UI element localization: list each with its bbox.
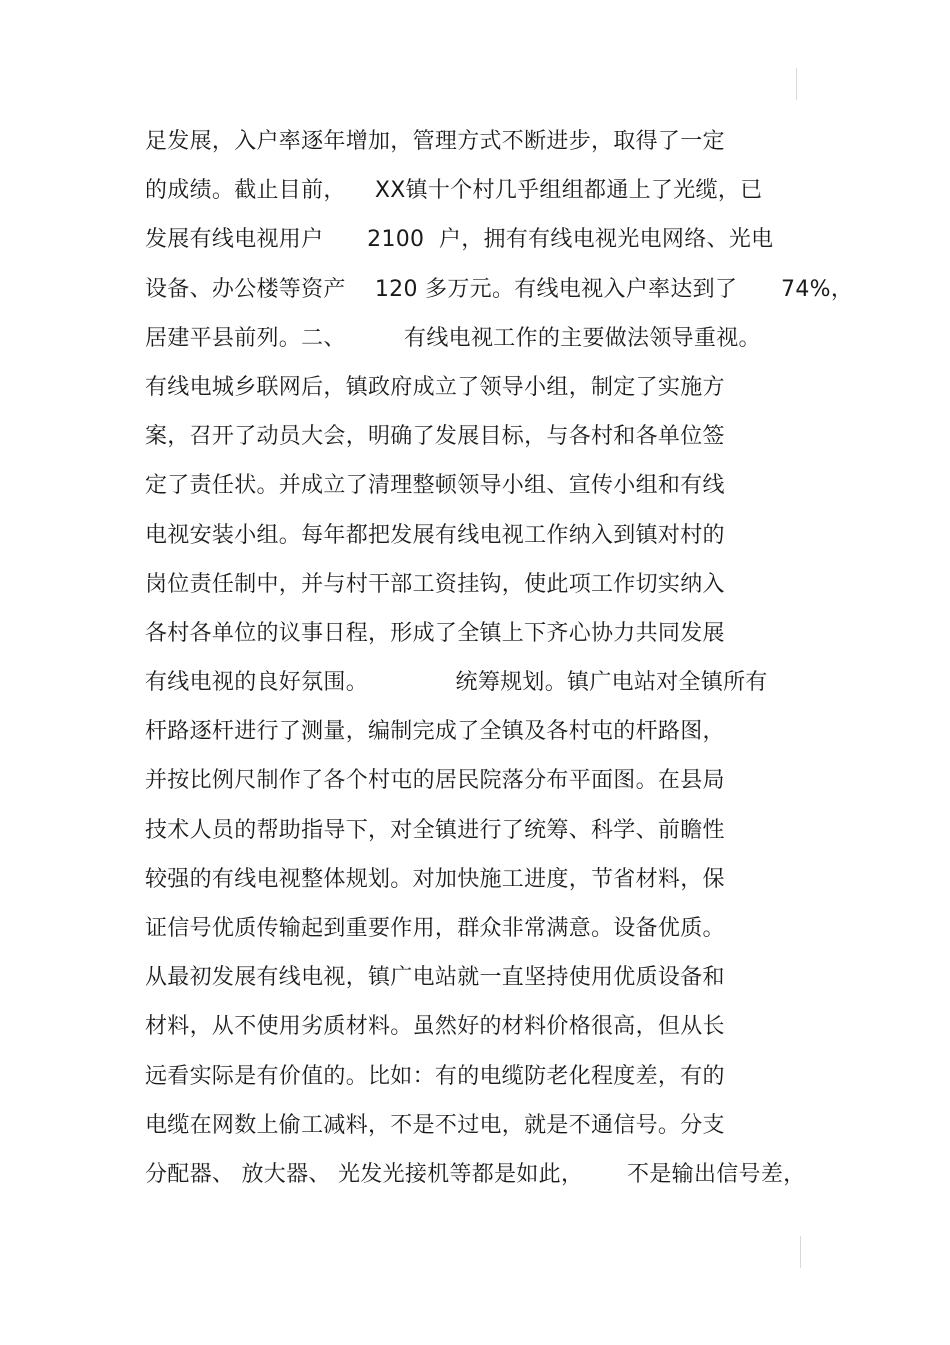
text-line-5: 居建平县前列。二、 有线电视工作的主要做法领导重视。 <box>145 325 761 351</box>
text-line-15: 技术人员的帮助指导下，对全镇进行了统筹、科学、前瞻性 <box>145 817 725 843</box>
text-line-2: 的成绩。截止目前， XX镇十个村几乎组组都通上了光缆，已 <box>145 178 763 204</box>
text-line-17: 证信号优质传输起到重要作用，群众非常满意。设备优质。 <box>145 916 725 941</box>
document-body <box>145 122 854 1204</box>
text-line-20: 远看实际是有价值的。比如：有的电缆防老化程度差，有的 <box>145 1063 725 1089</box>
text-line-1: 足发展，入户率逐年增加，管理方式不断进步，取得了一定 <box>145 129 725 154</box>
text-line-22: 分配器、 放大器、 光发光接机等都是如此， 不是输出信号差， <box>145 1161 806 1187</box>
text-line-16: 较强的有线电视整体规划。对加快施工进度，节省材料，保 <box>145 866 725 892</box>
text-line-13: 杆路逐杆进行了测量，编制完成了全镇及各村屯的杆路图， <box>145 719 725 745</box>
text-line-3: 发展有线电视用户 2100 户，拥有有线电视光电网络、光电 <box>145 227 774 253</box>
text-line-19: 材料，从不使用劣质材料。虽然好的材料价格很高，但从长 <box>145 1014 725 1040</box>
text-line-9: 电视安装小组。每年都把发展有线电视工作纳入到镇对村的 <box>145 522 725 548</box>
text-line-6: 有线电城乡联网后，镇政府成立了领导小组，制定了实施方 <box>145 374 725 400</box>
text-line-4: 设备、办公楼等资产 120 多万元。有线电视入户率达到了 74%， <box>145 276 854 302</box>
text-line-11: 各村各单位的议事日程，形成了全镇上下齐心协力共同发展 <box>145 620 725 646</box>
text-line-18: 从最初发展有线电视，镇广电站就一直坚持使用优质设备和 <box>145 965 725 991</box>
page-margin-mark-top <box>796 68 797 100</box>
page-margin-mark-bottom <box>800 1236 801 1268</box>
text-line-8: 定了责任状。并成立了清理整顿领导小组、宣传小组和有线 <box>145 473 725 499</box>
text-line-21: 电缆在网数上偷工减料，不是不过电，就是不通信号。分支 <box>145 1112 725 1138</box>
text-line-12: 有线电视的良好氛围。 统筹规划。镇广电站对全镇所有 <box>145 670 768 696</box>
text-line-14: 并按比例尺制作了各个村屯的居民院落分布平面图。在县局 <box>145 768 725 794</box>
text-line-10: 岗位责任制中，并与村干部工资挂钩，使此项工作切实纳入 <box>145 571 725 597</box>
text-line-7: 案，召开了动员大会，明确了发展目标，与各村和各单位签 <box>145 424 725 450</box>
